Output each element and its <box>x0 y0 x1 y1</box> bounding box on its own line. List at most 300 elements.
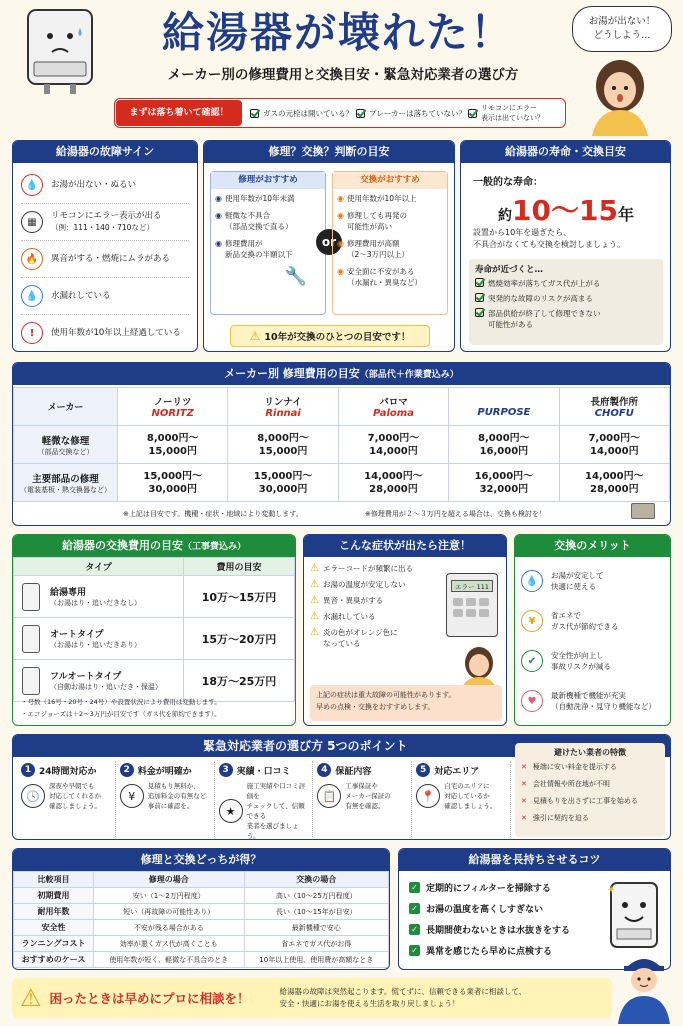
tip-item <box>409 877 589 898</box>
point-desc-line: 事前に確認を。 <box>147 802 194 810</box>
maker-note-2: ※修理費用が２〜３万円を超える場合は、交換も検討を！ <box>365 510 546 518</box>
judge-item-line: （2〜3万円以上） <box>346 250 410 259</box>
cost-line: 15,000円 <box>258 445 308 457</box>
maker-brand-logo: CHOFU <box>594 408 634 419</box>
row2-sub: （電装基板・熱交換器など） <box>20 485 111 494</box>
symptom-line: エラーコードが頻繁に出る <box>322 564 413 573</box>
exchange-col-type: タイプ <box>14 558 184 576</box>
cost-line: 15,000円 <box>148 445 197 457</box>
cost-line: 15,000円〜 <box>143 470 202 482</box>
exchange-row <box>14 576 295 618</box>
exchange-type-wrap <box>16 583 181 611</box>
failure-sign-text-wrap <box>51 290 111 302</box>
cost-line: 7,000円〜 <box>588 432 641 444</box>
near-title: 寿命が近づくと… <box>475 265 544 275</box>
symptom-line: なっている <box>322 639 361 648</box>
merit-line: お湯が安定して <box>551 571 604 580</box>
tip-text: 異常を感じたら早めに点検する <box>426 947 553 957</box>
point-title: 保証内容 <box>335 766 372 777</box>
cost-line: 8,000円〜 <box>146 432 199 444</box>
symptoms-warning-2: 早めの点検・交換をおすすめします。 <box>316 703 435 711</box>
judge-item-line: 修理費用が <box>224 239 263 248</box>
avoid-text: 会社情報や所在地が不明 <box>532 780 610 788</box>
point-item <box>313 761 412 837</box>
merit-panel <box>514 534 671 726</box>
compare-title: 修理と交換どっちが得？ <box>13 849 389 871</box>
avoid-title: 避けたい業者の特徴 <box>554 748 626 757</box>
maker-jp-name: パロマ <box>379 397 408 408</box>
avoid-text: 強引に契約を迫る <box>532 814 589 822</box>
cost-line: 14,000円 <box>589 445 639 457</box>
check-remote <box>468 100 544 126</box>
bubble-line1: お湯が出ない！ <box>588 16 656 27</box>
merit-line: （自動洗浄・見守り機能など） <box>551 702 656 711</box>
warning-icon: ⚠ <box>310 611 319 622</box>
symptom-text <box>323 627 398 649</box>
symptom-line: お湯の温度が安定しない <box>322 580 406 589</box>
compare-cell: 短い（再故障の可能性あり） <box>94 904 245 920</box>
judge-item-line: 可能性が高い <box>346 222 392 231</box>
judge-item <box>215 193 321 204</box>
exchange-col-price: 費用の目安 <box>184 558 295 576</box>
point-desc-line: チェックして、信頼できる <box>246 802 305 820</box>
point-header <box>219 763 309 777</box>
exchange-cost-title: 給湯器の交換費用の目安 <box>61 539 183 552</box>
compare-cell: 安い（1〜2万円程度） <box>94 888 245 904</box>
compare-cell: 使用年数が短く、軽微な不具合のとき <box>94 952 245 968</box>
lifespan-unit: 年 <box>617 205 634 224</box>
point-item <box>116 761 215 837</box>
exchange-price: 10万〜15万円 <box>184 576 295 618</box>
symptom-line: 水漏れしている <box>322 612 376 621</box>
water-heater-icon <box>22 667 40 695</box>
maker-cost-major <box>228 464 338 502</box>
check-circle-icon: ◉ <box>337 194 344 203</box>
point-header <box>21 763 111 777</box>
near-item-text <box>488 278 600 289</box>
failure-sign-text: リモコンにエラー表示が出る <box>51 211 162 221</box>
point-item <box>17 761 116 837</box>
failure-sign-item <box>21 278 189 315</box>
cost-line: 7,000円〜 <box>367 432 420 444</box>
judge-item-line: （水漏れ・異臭など） <box>346 278 422 287</box>
point-desc-line: メーカー保証の <box>345 792 391 800</box>
warning-icon: ⚠ <box>310 563 319 574</box>
maker-jp-name: リンナイ <box>264 397 302 408</box>
avoid-list <box>521 762 659 823</box>
point-desc-line: 深夜や早朝でも <box>49 782 95 790</box>
cost-line: 16,000円〜 <box>474 470 534 482</box>
failure-sign-text-wrap <box>51 327 181 339</box>
merit-line: 快適に使える <box>551 582 596 591</box>
near-item-line: 突発的な故障のリスクが高まる <box>488 294 593 303</box>
judge-item-text <box>347 210 407 232</box>
point-body <box>416 781 506 811</box>
check-breaker-label: ブレーカーは落ちていない？ <box>369 108 466 118</box>
lifespan-desc <box>473 227 625 251</box>
judge-item-line: 新品交換の半額以下 <box>224 250 293 259</box>
compare-item-label: 初期費用 <box>14 888 94 904</box>
compare-item-label: 安全性 <box>14 920 94 936</box>
exchange-type-sub: （自動お湯はり・追いだき・保温） <box>50 683 162 691</box>
water-heater-icon <box>22 625 40 653</box>
footer-msg-2: 安全・快適にお湯を使える生活を取り戻しましょう！ <box>279 999 460 1008</box>
remote-icon: ▦ <box>21 211 43 233</box>
exchange-type-text <box>50 585 141 608</box>
footer-msg-1: 給湯器の故障は突然起こります。慌てずに、信頼できる業者に相談して、 <box>279 987 527 996</box>
remote-control-icon <box>446 573 498 637</box>
avoid-text: 見積もりを出さずに工事を始める <box>532 797 638 805</box>
lifespan-label: 一般的な寿命： <box>473 177 543 188</box>
lifespan-title: 給湯器の寿命・交換目安 <box>461 141 670 163</box>
replace-title: 交換がおすすめ <box>333 172 447 189</box>
point-desc-line: 施工実績や口コミ評価を <box>246 782 306 800</box>
water-drop-icon: 💧 <box>21 174 43 196</box>
exclamation-icon: ! <box>21 322 43 344</box>
point-number: 5 <box>416 763 430 777</box>
symptoms-panel <box>303 534 507 726</box>
exchange-type-sub: （お湯はり・追いだきあり） <box>50 641 141 649</box>
point-desc-line: 対応しているか <box>444 792 490 800</box>
point-number: 2 <box>120 763 134 777</box>
cost-line: 8,000円〜 <box>257 432 309 444</box>
exchange-cost-title-sub: （工事費込み） <box>182 542 246 552</box>
avoid-item <box>521 779 659 789</box>
lifespan-value-row <box>481 189 651 229</box>
compare-cell: 10年以上使用、使用費が高額なとき <box>244 952 389 968</box>
point-body <box>219 781 309 840</box>
footer-alert: 困ったときは早めにプロに相談を！ <box>49 991 250 1006</box>
merit-title: 交換のメリット <box>515 535 670 557</box>
warning-icon: ⚠ <box>310 579 319 590</box>
merit-line: 最新機種で機能が充実 <box>551 691 626 700</box>
near-item <box>475 293 657 304</box>
tips-list <box>399 871 599 967</box>
maker-jp-name: 長府製作所 <box>590 397 639 408</box>
point-number: 1 <box>21 763 35 777</box>
judge-title: 修理？交換？判断の目安 <box>204 141 454 163</box>
failure-sign-item <box>21 315 189 352</box>
repair-title: 修理がおすすめ <box>211 172 325 189</box>
exchange-type-cell <box>14 576 184 618</box>
point-header <box>416 763 506 777</box>
worried-woman-icon <box>578 56 668 136</box>
maker-note-1: ※上記は目安です。機種・症状・地域により変動します。 <box>123 510 303 518</box>
failure-sign-text: 使用年数が10年以上経過している <box>51 328 181 338</box>
exchange-row <box>14 660 295 702</box>
compare-cell: 省エネでガス代がお得 <box>244 936 389 952</box>
compare-cell: 効率が悪くガス代が高くことも <box>94 936 245 952</box>
failure-sign-text-wrap <box>51 253 170 265</box>
point-title: 24時間対応か <box>39 766 97 777</box>
maker-cost-minor <box>228 426 338 464</box>
judge-item-line: 使用年数が10年未満 <box>224 194 295 203</box>
judge-item-line: 修理費用が高額 <box>346 239 400 248</box>
tip-text: 長期間使わないときは水抜きをする <box>426 926 571 936</box>
svg-text:✦: ✦ <box>607 885 616 896</box>
calm-label: まずは落ち着いて確認！ <box>116 100 242 126</box>
or-badge: or <box>316 229 342 255</box>
merit-line: 安全性が向上し <box>551 651 604 660</box>
cost-line: 28,000円 <box>369 483 418 495</box>
near-item-line: 燃焼効率が落ちてガス代が上がる <box>488 279 601 288</box>
check-gas-label: ガスの元栓は開いている？ <box>263 108 353 118</box>
maker-jp-name: ノーリツ <box>153 397 192 408</box>
merit-list <box>515 557 670 725</box>
cost-line: 14,000円 <box>369 445 418 457</box>
merit-text <box>551 610 619 632</box>
replace-box <box>332 171 448 315</box>
point-header <box>317 763 407 777</box>
near-item-text <box>488 293 593 304</box>
repair-box <box>210 171 326 315</box>
cost-line: 15,000円〜 <box>253 470 313 482</box>
tip-text: お湯の温度を高くしすぎない <box>426 905 544 915</box>
compare-item-label: 耐用年数 <box>14 904 94 920</box>
maker-brand-logo: PURPOSE <box>477 407 531 418</box>
compare-cell: 不安が残る場合がある <box>94 920 245 936</box>
judge-item-text <box>225 193 295 204</box>
lifespan-panel <box>460 140 671 352</box>
point-desc-line: 対応してくれるか <box>49 792 101 800</box>
boiler-mascot-icon <box>14 6 106 98</box>
remote-display: エラー 111 <box>451 580 493 592</box>
merit-item <box>521 641 664 681</box>
symptom-item <box>310 563 428 574</box>
points-panel <box>12 734 671 840</box>
tips-title: 給湯器を長持ちさせるコツ <box>399 849 670 871</box>
repairman-icon <box>612 948 676 1024</box>
avoid-item <box>521 762 659 772</box>
avoid-box <box>515 743 665 837</box>
judge-note <box>230 325 430 347</box>
point-body <box>317 781 407 811</box>
points-title: 緊急対応業者の選び方 5つのポイント <box>13 735 670 757</box>
exchange-type-cell <box>14 618 184 660</box>
exchange-price: 18万〜25万円 <box>184 660 295 702</box>
maker-cost-table <box>13 387 670 502</box>
judge-note-text: 10年が交換のひとつの目安です！ <box>264 332 411 343</box>
symptom-item <box>310 579 428 590</box>
symptoms-title: こんな症状が出たら注意！ <box>304 535 506 557</box>
heart-icon: ♥ <box>521 690 543 712</box>
exchange-type-wrap <box>16 667 181 695</box>
maker-cost-major <box>559 464 669 502</box>
failure-signs-panel <box>12 140 198 352</box>
point-number: 3 <box>219 763 233 777</box>
checkbox-icon <box>475 278 484 287</box>
check-gas <box>250 100 353 126</box>
tip-item <box>409 898 589 919</box>
check-remote-line2: 表示は出ていない？ <box>481 114 544 122</box>
merit-line: ガス代が節約できる <box>551 622 619 631</box>
check-circle-icon: ◉ <box>337 239 344 248</box>
maker-jp-name <box>451 395 556 407</box>
exchange-note-1: ・号数（16号・20号・24号）や設置状況により費用は変動します。 <box>21 698 221 706</box>
symptom-item <box>310 595 428 606</box>
point-desc-line: 追加料金の有無など <box>147 792 207 800</box>
near-box <box>469 259 663 345</box>
merit-item <box>521 601 664 641</box>
cost-line: 8,000円〜 <box>478 432 530 444</box>
bubble-line2: どうしよう… <box>593 30 651 41</box>
near-list <box>475 278 657 330</box>
row1-label-cell <box>14 426 118 464</box>
judge-item-text <box>347 238 409 260</box>
review-icon: ★ <box>219 799 243 823</box>
point-desc <box>49 781 101 811</box>
cost-line: 30,000円 <box>148 483 197 495</box>
failure-sign-sub: （例：111・140・710など） <box>51 223 154 232</box>
merit-text <box>551 570 604 592</box>
row1-label: 軽微な修理 <box>41 435 90 447</box>
failure-sign-text-wrap <box>51 210 162 234</box>
maker-cost-major <box>449 464 559 502</box>
near-item-line: 部品供給が終了して修理できない <box>488 309 601 318</box>
failure-sign-text-wrap <box>51 179 136 191</box>
judge-item-line: 修理しても再発の <box>346 211 407 220</box>
symptom-item <box>310 627 428 649</box>
shield-icon: ✔ <box>521 650 543 672</box>
compare-row <box>14 936 389 952</box>
point-desc-line: 有無を確認。 <box>345 802 385 810</box>
point-desc <box>247 781 309 840</box>
exchange-type-name: 給湯専用 <box>50 588 87 598</box>
warning-icon: ⚠ <box>310 627 319 638</box>
water-heater-icon <box>22 583 40 611</box>
tip-text: 定期的にフィルターを掃除する <box>426 884 551 894</box>
symptoms-warning <box>310 685 502 721</box>
maker-cost-title-sub: （部品代＋作業費込み） <box>359 370 459 380</box>
maker-cost-minor <box>118 426 228 464</box>
check-breaker <box>356 100 466 126</box>
symptom-line: 炎の色がオレンジ色に <box>322 628 398 637</box>
point-item <box>215 761 314 840</box>
compare-header: 修理の場合 <box>94 872 245 888</box>
green-check-icon: ✓ <box>409 882 420 893</box>
page-subtitle: メーカー別の修理費用と交換目安・緊急対応業者の選び方 <box>167 67 519 83</box>
symptom-item <box>310 611 428 622</box>
alert-icon: ⚠ <box>20 984 42 1012</box>
compare-header: 比較項目 <box>14 872 94 888</box>
lifespan-value: 10〜15 <box>512 194 618 227</box>
merit-text <box>551 650 611 672</box>
compare-item-label: ランニングコスト <box>14 936 94 952</box>
point-title: 料金が明確か <box>137 766 192 777</box>
merit-text <box>551 690 656 712</box>
merit-line: 事故リスクが減る <box>551 662 611 671</box>
symptom-line: 異音・異臭がする <box>322 596 383 605</box>
failure-sign-text: 水漏れしている <box>51 291 111 301</box>
near-item-line: 可能性がある <box>488 320 533 329</box>
avoid-text: 極端に安い料金を提示する <box>532 763 617 771</box>
water-drop-icon: 💧 <box>521 570 543 592</box>
compare-row <box>14 952 389 968</box>
yen-coin-icon: ¥ <box>521 610 543 632</box>
maker-brand-logo: Rinnai <box>265 408 301 419</box>
maker-brand-logo: Paloma <box>373 408 414 419</box>
failure-sign-item <box>21 204 189 241</box>
point-desc-line: 自宅のエリアに <box>444 782 490 790</box>
exchange-type-text <box>50 627 141 650</box>
judge-item <box>215 238 321 260</box>
judge-item-text <box>225 238 293 260</box>
maker-col-label: メーカー <box>14 388 118 426</box>
judge-item <box>337 266 443 288</box>
failure-sign-text: お湯が出ない・ぬるい <box>51 180 137 190</box>
compare-table <box>13 871 389 968</box>
maker-cost-panel <box>12 362 671 526</box>
compare-header: 交換の場合 <box>244 872 389 888</box>
judge-item-text <box>347 193 417 204</box>
clipboard-icon: 📋 <box>317 784 341 808</box>
point-desc-line: 確認しましょう。 <box>49 802 101 810</box>
judge-item-line: 軽微な不具合 <box>224 211 270 220</box>
cross-icon: ✕ <box>521 797 527 805</box>
leak-icon: 💧 <box>21 285 43 307</box>
replace-list <box>333 189 447 298</box>
judge-item <box>337 210 443 232</box>
green-check-icon: ✓ <box>409 924 420 935</box>
checkbox-icon <box>475 293 484 302</box>
tip-item <box>409 919 589 940</box>
point-desc-line: 工事保証や <box>345 782 378 790</box>
clock-icon: 🕓 <box>21 784 45 808</box>
point-title: 実績・口コミ <box>236 766 291 777</box>
maker-cost-minor <box>559 426 669 464</box>
point-title: 対応エリア <box>434 766 480 777</box>
exchange-type-wrap <box>16 625 181 653</box>
point-item <box>412 761 511 837</box>
compare-row <box>14 904 389 920</box>
compare-panel <box>12 848 390 970</box>
check-circle-icon: ◉ <box>337 211 344 220</box>
warning-icon: ⚠ <box>249 329 261 343</box>
judge-item <box>215 210 321 232</box>
judge-item <box>337 238 443 260</box>
maker-cost-major <box>338 464 448 502</box>
lifespan-prefix: 約 <box>498 208 513 224</box>
maker-cost-title-row <box>13 363 670 385</box>
point-header <box>120 763 210 777</box>
page-title: 給湯器が壊れた！ <box>161 8 514 57</box>
judge-item-text <box>347 266 422 288</box>
maker-cell <box>118 388 228 426</box>
symptom-text <box>323 579 406 590</box>
point-desc <box>345 781 390 811</box>
point-body <box>21 781 111 811</box>
point-desc <box>148 781 207 811</box>
check-remote-line1: リモコンにエラー <box>481 104 537 112</box>
maker-cell <box>228 388 338 426</box>
point-number: 4 <box>317 763 331 777</box>
speech-bubble <box>572 6 672 52</box>
exchange-row <box>14 618 295 660</box>
merit-item <box>521 561 664 601</box>
wrench-icon: 🔧 <box>284 266 307 287</box>
near-item-text <box>488 308 601 330</box>
lifespan-desc-1: 設置から10年を過ぎたら、 <box>473 228 572 237</box>
money-stack-icon <box>631 503 655 519</box>
check-circle-icon: ◉ <box>337 267 344 276</box>
exchange-type-text <box>50 669 162 692</box>
judge-item-line: （部品交換で直る） <box>224 222 293 231</box>
cost-line: 16,000円 <box>479 445 529 457</box>
cost-line: 32,000円 <box>479 483 529 495</box>
compare-cell: 長い（10〜15年が目安） <box>244 904 389 920</box>
flame-icon: 🔥 <box>21 248 43 270</box>
compare-cell: 最新機種で安心 <box>244 920 389 936</box>
